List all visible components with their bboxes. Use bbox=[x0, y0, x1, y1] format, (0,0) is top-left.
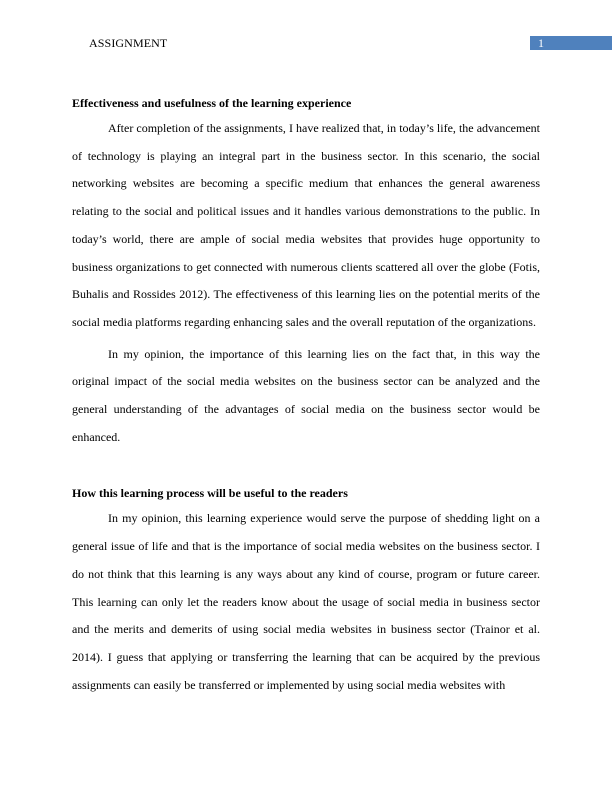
section-heading-effectiveness: Effectiveness and usefulness of the learning experience bbox=[72, 96, 352, 110]
paragraph-effectiveness-2: In my opinion, the importance of this learning lies on the fact that, in this way the original impact of the social media websites on the business sector can be analyzed and the general understanding of the advantages of social media on the business sector would be enhanced. bbox=[72, 346, 540, 444]
paragraph-usefulness-1: In my opinion, this learning experience would serve the purpose of shedding light on a general issue of life and that is the importance of social media websites on the business sector. I do not think that this learning is any ways about any kind of course, program or future career. This learning can only let the readers know about the usage of social media in business sector and the merits and demerits of using social media websites in business sector (Trainor et al. 2014). I guess that applying or transferring the learning that can be acquired by the previous assignments can easily be transferred or implemented by using social media websites with bbox=[72, 511, 540, 692]
paragraph-effectiveness-1: After completion of the assignments, I have realized that, in today’s life, the advancement of technology is playing an integral part in the business sector. In this scenario, the social networking websites are becoming a specific medium that enhances the general awareness relating to the social and political issues and it handles various demonstrations to the public. In today’s world, there are ample of social media websites that provides huge opportunity to business organizations to get connected with numerous clients scattered all over the globe (Fotis, Buhalis and Rossides 2012). The effectiveness of this learning lies on the potential merits of the social media platforms regarding enhancing sales and the overall reputation of the organizations. bbox=[72, 121, 540, 329]
header-title: ASSIGNMENT bbox=[89, 36, 168, 50]
document-body bbox=[72, 95, 540, 699]
page-number: 1 bbox=[538, 36, 544, 50]
page-number-box bbox=[530, 36, 612, 50]
section-heading-usefulness: How this learning process will be useful to the readers bbox=[72, 486, 348, 501]
